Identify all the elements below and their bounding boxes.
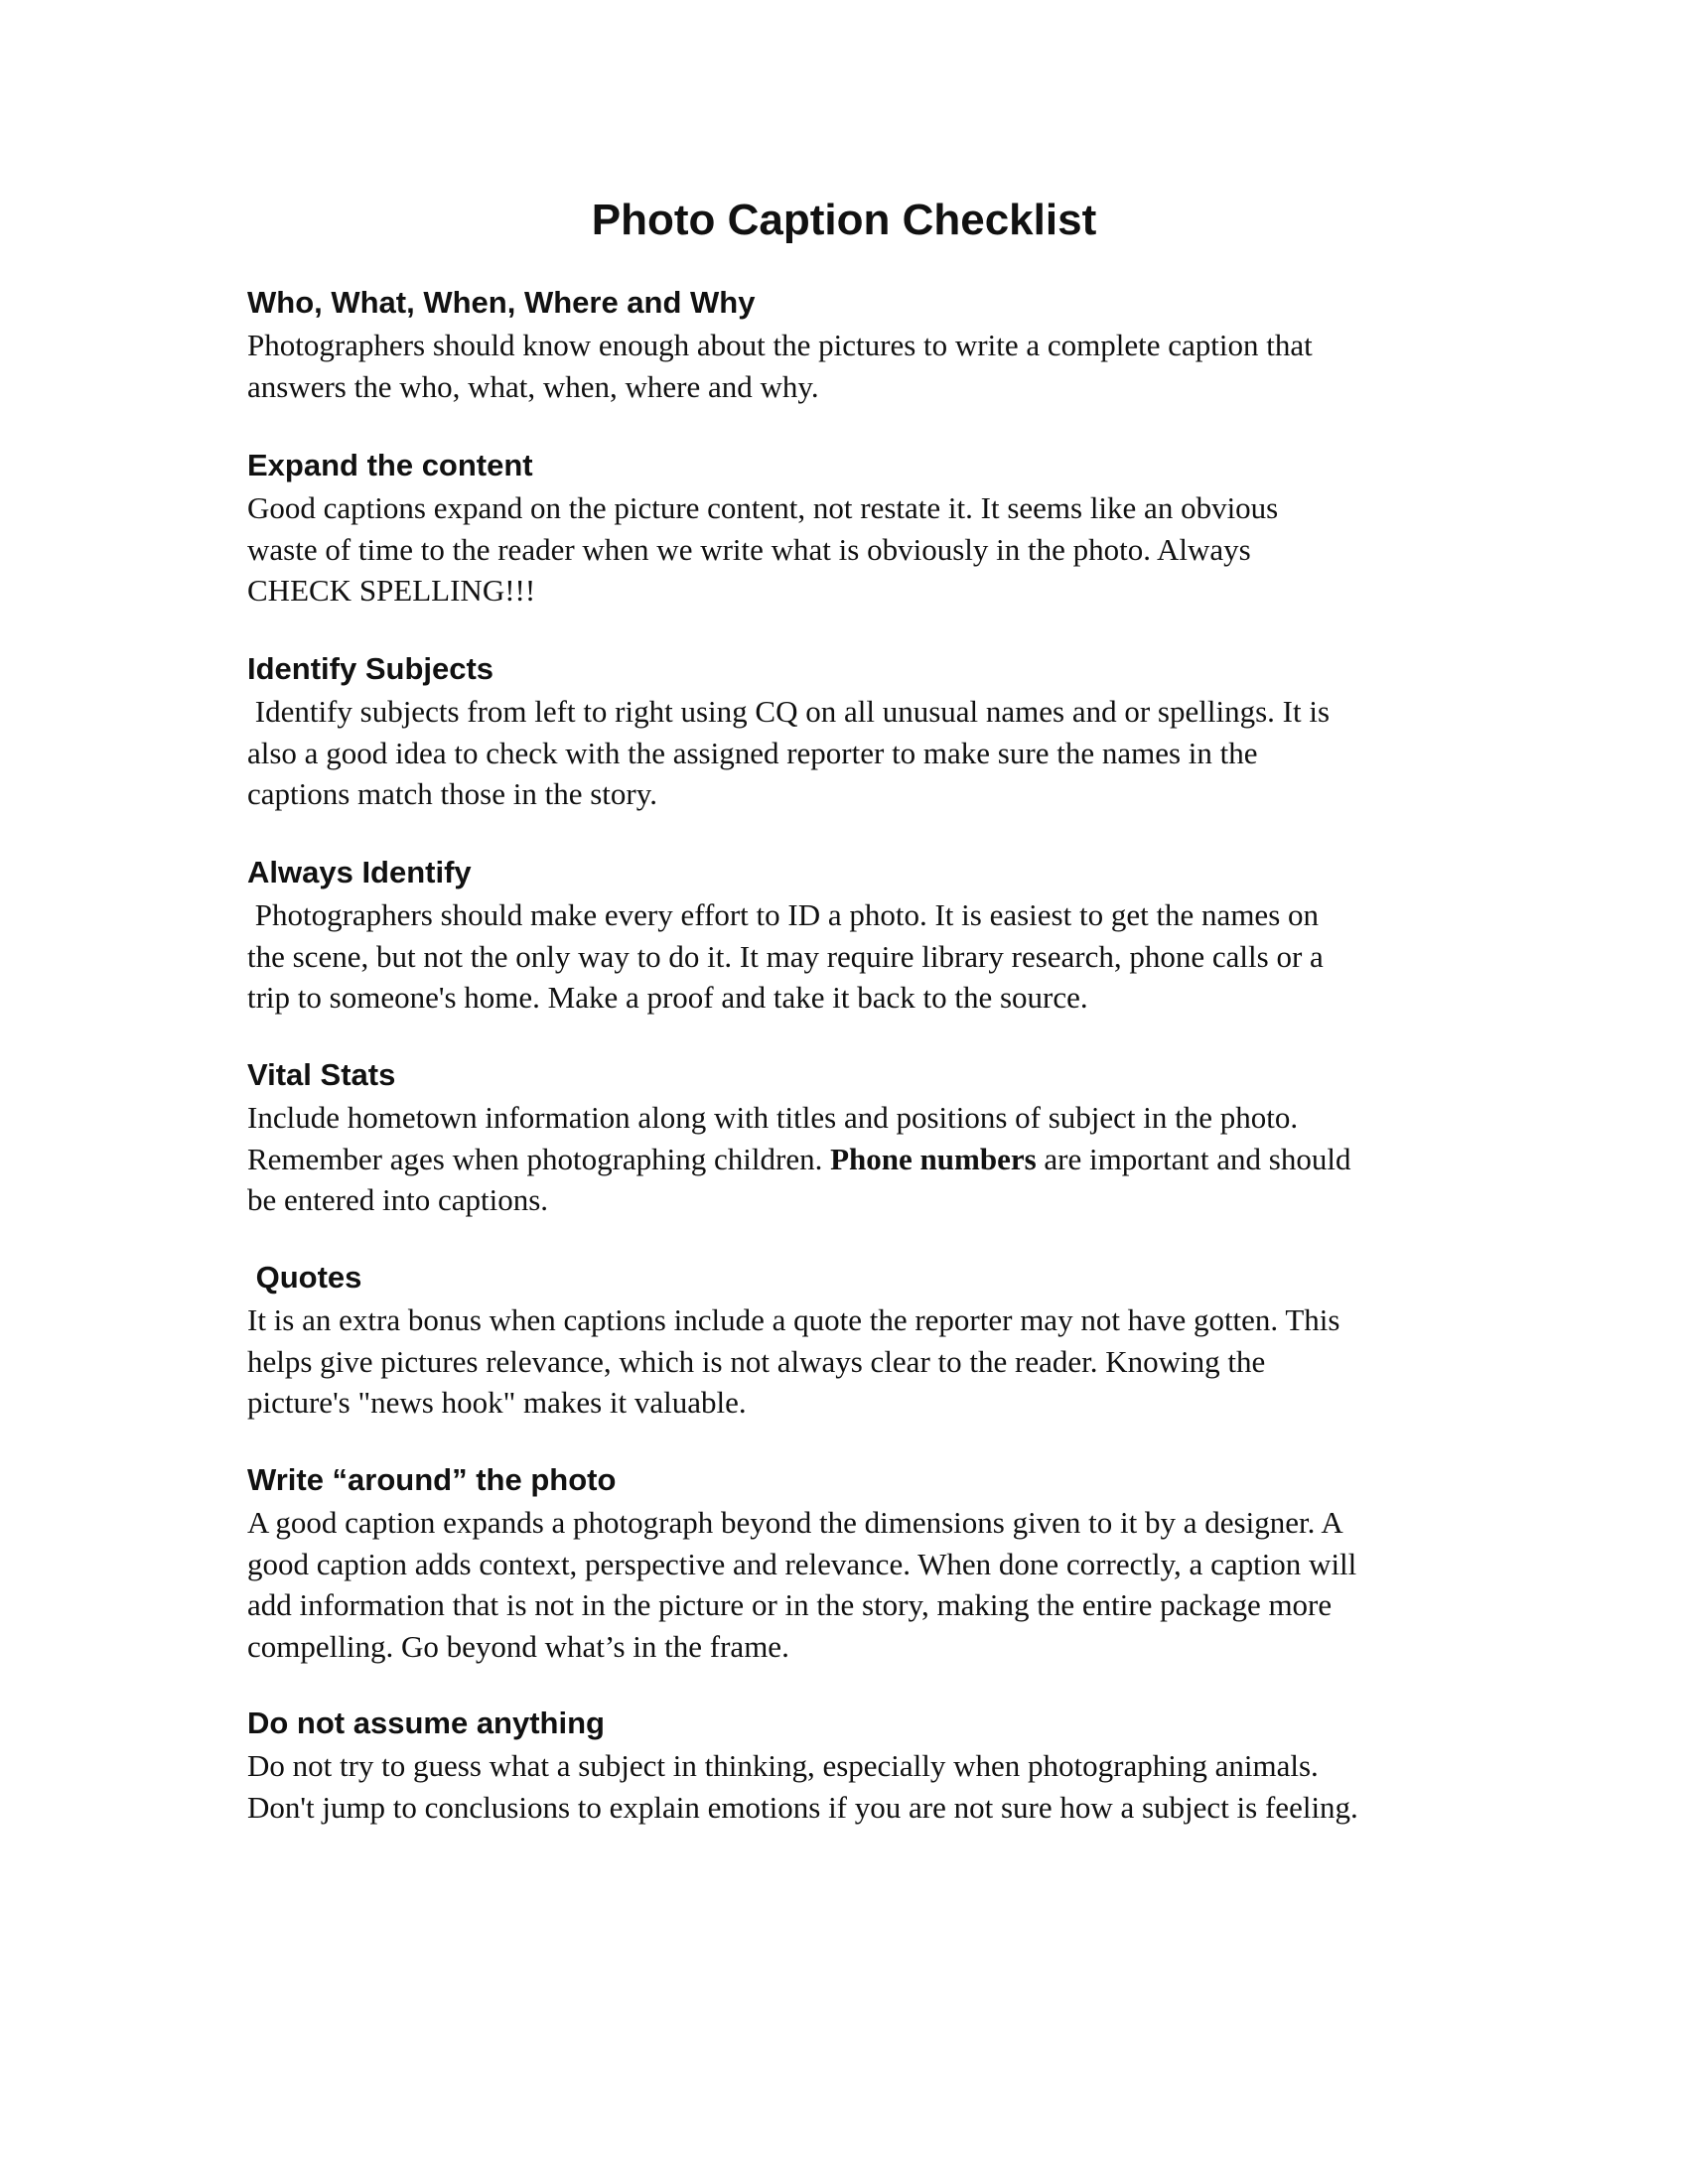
section-text-line: Photographers should make every effort to ID a photo. It is easiest to get the names on bbox=[247, 897, 1320, 932]
section-text-line: Photographers should know enough about the pictures to write a complete caption that bbox=[247, 328, 1313, 362]
section-text-line: Don't jump to conclusions to explain emotions if you are not sure how a subject is feeling. bbox=[247, 1789, 1358, 1825]
section-text-line: Do not try to guess what a subject in thinking, especially when photographing animals. bbox=[247, 1748, 1319, 1783]
section-text-line: helps give pictures relevance, which is not always clear to the reader. Knowing the bbox=[247, 1343, 1266, 1379]
section-heading: Vital Stats bbox=[247, 1057, 396, 1092]
section-text-line: CHECK SPELLING!!! bbox=[247, 573, 536, 608]
section-heading: Always Identify bbox=[247, 855, 472, 889]
section-text-line: A good caption expands a photograph beyond the dimensions given to it by a designer. A bbox=[247, 1505, 1343, 1540]
section-quotes bbox=[247, 1256, 1459, 1424]
text-run: are important and should bbox=[1036, 1141, 1351, 1176]
section-text-line: the scene, but not the only way to do it. It may require library research, phone calls or a bbox=[247, 938, 1324, 974]
section-heading: Expand the content bbox=[247, 448, 533, 482]
emphasis-phone-numbers: Phone numbers bbox=[830, 1141, 1037, 1176]
section-text-line: compelling. Go beyond what’s in the frame. bbox=[247, 1628, 789, 1664]
section-heading: Identify Subjects bbox=[247, 651, 494, 686]
section-text-line: answers the who, what, when, where and why. bbox=[247, 368, 819, 404]
section-heading: Quotes bbox=[247, 1260, 362, 1295]
section-text-line: It is an extra bonus when captions include a quote the reporter may not have gotten. This bbox=[247, 1302, 1340, 1337]
document-title: Photo Caption Checklist bbox=[591, 196, 1097, 244]
section-heading: Do not assume anything bbox=[247, 1706, 605, 1740]
section-text-line: be entered into captions. bbox=[247, 1182, 549, 1217]
section-text-line: picture's "news hook" makes it valuable. bbox=[247, 1385, 747, 1420]
section-text-line bbox=[247, 1139, 1459, 1180]
section-heading: Who, What, When, Where and Why bbox=[247, 285, 756, 320]
section-text-line: Good captions expand on the picture content, not restate it. It seems like an obvious bbox=[247, 490, 1279, 525]
section-text-line: captions match those in the story. bbox=[247, 776, 657, 811]
section-text-line: trip to someone's home. Make a proof and take it back to the source. bbox=[247, 980, 1088, 1015]
section-always-identify bbox=[247, 851, 1459, 1019]
section-expand-the-content bbox=[247, 444, 1459, 612]
text-run: Remember ages when photographing children. bbox=[247, 1141, 831, 1176]
section-text-line: Include hometown information along with titles and positions of subject in the photo. bbox=[247, 1100, 1299, 1135]
section-write-around-the-photo bbox=[247, 1458, 1459, 1667]
section-text-line: waste of time to the reader when we write what is obviously in the photo. Always bbox=[247, 531, 1251, 567]
section-text-line: Identify subjects from left to right using CQ on all unusual names and or spellings. It is bbox=[247, 694, 1331, 729]
section-do-not-assume-anything bbox=[247, 1702, 1459, 1828]
section-heading: Write “around” the photo bbox=[247, 1462, 617, 1497]
section-identify-subjects bbox=[247, 647, 1459, 815]
section-who-what-when-where-why bbox=[247, 281, 1459, 407]
section-text-line: add information that is not in the picture or in the story, making the entire package more bbox=[247, 1587, 1333, 1622]
section-text-line: good caption adds context, perspective and relevance. When done correctly, a caption will bbox=[247, 1546, 1357, 1581]
section-text-line: also a good idea to check with the assigned reporter to make sure the names in the bbox=[247, 735, 1258, 770]
section-vital-stats bbox=[247, 1053, 1459, 1221]
